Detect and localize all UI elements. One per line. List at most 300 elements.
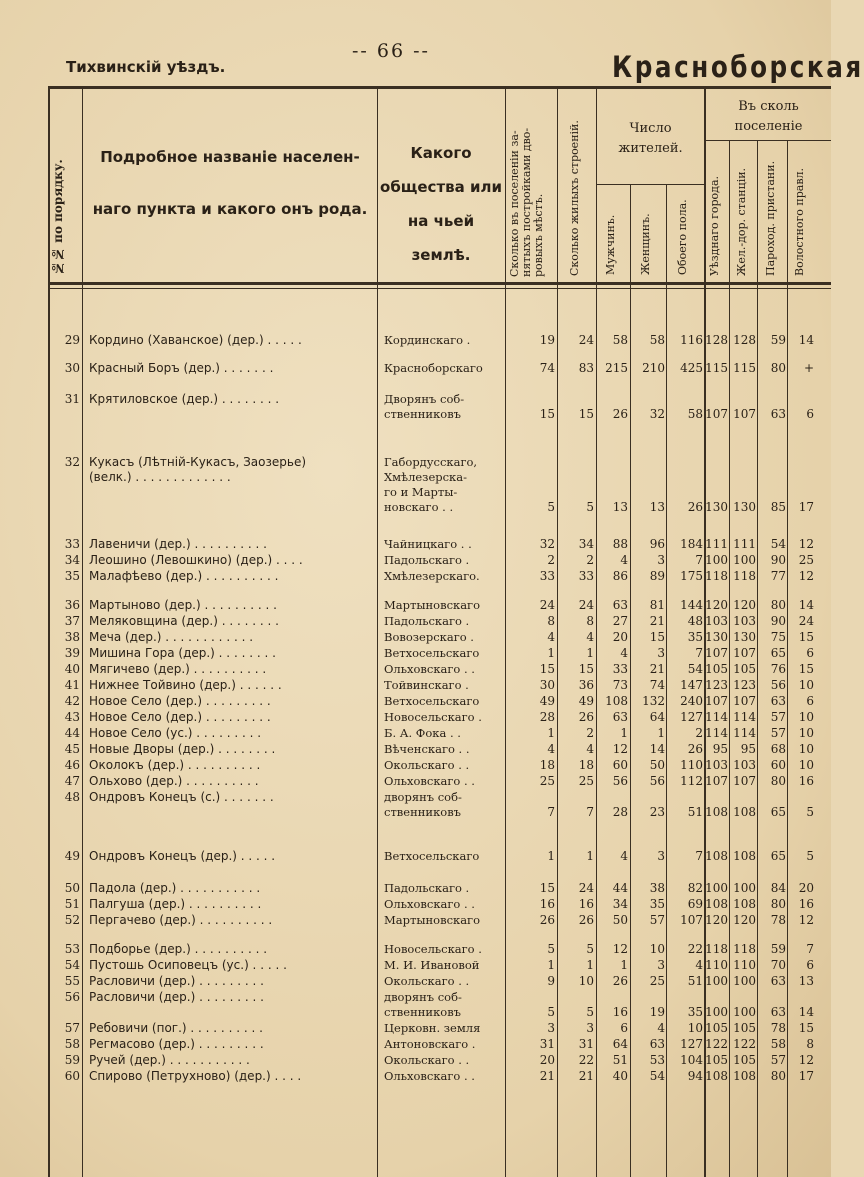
value-c7: 107 [733, 774, 756, 788]
col-header-name-line2: наго пункта и какого онъ рода. [92, 200, 368, 218]
value-c8: 78 [770, 1021, 786, 1035]
value-c4: 57 [649, 913, 665, 927]
place-name: Регмасово (дер.) . . . . . . . . . [89, 1037, 264, 1051]
society-name: Кординскаго . [384, 333, 471, 347]
society-name: Б. А. Фока . . [384, 726, 461, 740]
value-c5: 175 [680, 569, 703, 583]
value-c9: 14 [798, 598, 814, 612]
value-c9: 12 [798, 537, 814, 551]
value-c5: 112 [680, 774, 703, 788]
row-number: 32 [64, 455, 80, 469]
value-c3: 4 [620, 849, 628, 863]
value-c3: 33 [612, 662, 628, 676]
value-c7: 130 [733, 630, 756, 644]
value-c3: 86 [612, 569, 628, 583]
row-number: 54 [64, 958, 80, 972]
value-c3: 56 [612, 774, 628, 788]
header-bottom-border [48, 282, 831, 285]
value-c2: 4 [586, 630, 594, 644]
value-c5: 147 [680, 678, 703, 692]
value-c2: 83 [578, 361, 594, 375]
row-number: 49 [64, 849, 80, 863]
value-c8: 59 [770, 333, 786, 347]
value-c1: 15 [539, 881, 555, 895]
value-c6: 108 [705, 805, 728, 819]
col-line-6 [630, 184, 631, 1177]
value-c8: 65 [770, 805, 786, 819]
value-c3: 20 [612, 630, 628, 644]
value-c9: 10 [798, 742, 814, 756]
value-c9: 12 [798, 1053, 814, 1067]
value-c2: 24 [578, 333, 594, 347]
place-name: Кордино (Хаванское) (дер.) . . . . . [89, 333, 302, 347]
value-c7: 103 [733, 614, 756, 628]
society-name: Ветхосельскаго [384, 646, 480, 660]
value-c5: 54 [687, 662, 703, 676]
place-name: Кукасъ (Лѣтній-Кукасъ, Заозерье) [89, 455, 307, 469]
value-c9: 6 [806, 407, 814, 421]
society-name: новскаго . . [384, 500, 454, 514]
value-c4: 63 [649, 1037, 665, 1051]
value-c4: 81 [649, 598, 665, 612]
value-c2: 1 [586, 646, 594, 660]
value-c5: 425 [680, 361, 703, 375]
value-c8: 77 [770, 569, 786, 583]
value-c9: 8 [806, 1037, 814, 1051]
value-c6: 100 [705, 553, 728, 567]
value-c8: 78 [770, 913, 786, 927]
value-c5: 116 [680, 333, 703, 347]
page-number: -- 66 -- [352, 40, 430, 62]
place-name: Палгуша (дер.) . . . . . . . . . . [89, 897, 262, 911]
value-c5: 51 [687, 974, 703, 988]
value-c3: 4 [620, 646, 628, 660]
value-c2: 10 [578, 974, 594, 988]
place-name: Меча (дер.) . . . . . . . . . . . . [89, 630, 254, 644]
value-c6: 107 [705, 774, 728, 788]
value-c1: 8 [547, 614, 555, 628]
place-name: Нижнее Тойвино (дер.) . . . . . . [89, 678, 282, 692]
value-c6: 120 [705, 913, 728, 927]
value-c3: 40 [612, 1069, 628, 1083]
col-header-both: Обоего пола. [676, 199, 689, 275]
value-c9: 17 [798, 1069, 814, 1083]
society-name: Ольховскаго . . [384, 774, 475, 788]
table-top-border [48, 86, 831, 89]
value-c1: 4 [547, 630, 555, 644]
value-c5: 110 [680, 758, 703, 772]
value-c6: 123 [705, 678, 728, 692]
value-c5: 2 [695, 726, 703, 740]
row-number: 31 [64, 392, 80, 406]
value-c8: 57 [770, 710, 786, 724]
value-c8: 63 [770, 1005, 786, 1019]
value-c3: 60 [612, 758, 628, 772]
value-c5: 51 [687, 805, 703, 819]
value-c3: 12 [612, 742, 628, 756]
value-c5: 7 [695, 553, 703, 567]
value-c8: 84 [770, 881, 786, 895]
value-c4: 74 [649, 678, 665, 692]
society-name: Вѣченскаго . . [384, 742, 470, 756]
row-number: 39 [64, 646, 80, 660]
place-name: Мишина Гора (дер.) . . . . . . . . [89, 646, 276, 660]
value-c7: 108 [733, 805, 756, 819]
value-c8: 65 [770, 849, 786, 863]
value-c2: 34 [578, 537, 594, 551]
value-c1: 30 [539, 678, 555, 692]
value-c1: 5 [547, 942, 555, 956]
place-name: Красный Боръ (дер.) . . . . . . . [89, 361, 274, 375]
value-c9: 6 [806, 694, 814, 708]
value-c9: 12 [798, 913, 814, 927]
value-c3: 73 [612, 678, 628, 692]
value-c5: 127 [680, 1037, 703, 1051]
value-c7: 105 [733, 662, 756, 676]
value-c5: 35 [687, 1005, 703, 1019]
society-name: ственниковъ [384, 1005, 461, 1019]
place-name: Малафѣево (дер.) . . . . . . . . . . [89, 569, 279, 583]
value-c1: 18 [539, 758, 555, 772]
value-c6: 107 [705, 694, 728, 708]
value-c9: 25 [798, 553, 814, 567]
society-name: Ветхосельскаго [384, 694, 480, 708]
value-c1: 16 [539, 897, 555, 911]
value-c8: 54 [770, 537, 786, 551]
col-header-distance-line1: Въ сколь [738, 99, 799, 114]
value-c9: + [803, 361, 814, 375]
row-number: 59 [64, 1053, 80, 1067]
value-c2: 5 [586, 942, 594, 956]
col-header-distance-line2: поселеніе [734, 119, 803, 134]
value-c7: 100 [733, 881, 756, 895]
value-c3: 215 [605, 361, 628, 375]
col-line-1 [82, 86, 83, 1177]
value-c9: 16 [798, 774, 814, 788]
value-c7: 123 [733, 678, 756, 692]
value-c6: 100 [705, 974, 728, 988]
value-c6: 114 [705, 726, 728, 740]
value-c1: 26 [539, 913, 555, 927]
value-c2: 26 [578, 710, 594, 724]
value-c2: 5 [586, 1005, 594, 1019]
place-name: Новое Село (дер.) . . . . . . . . . [89, 694, 271, 708]
value-c4: 21 [649, 614, 665, 628]
value-c6: 105 [705, 1021, 728, 1035]
society-name: Красноборскаго [384, 361, 483, 375]
value-c3: 63 [612, 598, 628, 612]
value-c5: 94 [687, 1069, 703, 1083]
value-c6: 105 [705, 1053, 728, 1067]
value-c2: 4 [586, 742, 594, 756]
value-c8: 90 [770, 614, 786, 628]
value-c7: 108 [733, 1069, 756, 1083]
value-c3: 26 [612, 974, 628, 988]
place-name: Ручей (дер.) . . . . . . . . . . . [89, 1053, 250, 1067]
value-c1: 3 [547, 1021, 555, 1035]
value-c8: 63 [770, 694, 786, 708]
value-c4: 32 [649, 407, 665, 421]
society-name: Тойвинскаго . [384, 678, 469, 692]
society-name: Ольховскаго . . [384, 662, 475, 676]
society-name: Падольскаго . [384, 553, 470, 567]
place-name: Мягичево (дер.) . . . . . . . . . . [89, 662, 267, 676]
society-name: ственниковъ [384, 407, 461, 421]
value-c7: 103 [733, 758, 756, 772]
value-c4: 35 [649, 897, 665, 911]
value-c8: 63 [770, 974, 786, 988]
value-c8: 68 [770, 742, 786, 756]
col-header-pier: Пароход. пристани. [764, 160, 777, 276]
row-number: 56 [64, 990, 80, 1004]
value-c2: 15 [578, 407, 594, 421]
row-number: 55 [64, 974, 80, 988]
col-header-buildings: Сколько жилыхъ строеній. [568, 120, 581, 276]
row-number: 29 [64, 333, 80, 347]
society-name: Окольскаго . . [384, 1053, 470, 1067]
value-c9: 6 [806, 646, 814, 660]
society-name: Хмѣлезерска- [384, 470, 467, 484]
value-c9: 10 [798, 726, 814, 740]
value-c1: 1 [547, 646, 555, 660]
value-c3: 88 [612, 537, 628, 551]
value-c9: 14 [798, 333, 814, 347]
value-c8: 75 [770, 630, 786, 644]
value-c9: 5 [806, 849, 814, 863]
value-c8: 60 [770, 758, 786, 772]
value-c3: 12 [612, 942, 628, 956]
value-c2: 33 [578, 569, 594, 583]
row-number: 34 [64, 553, 80, 567]
society-name: дворянъ соб- [384, 990, 462, 1004]
col-header-yards: Сколько въ поселеніи за- нятыхъ постройками дво- ровыхъ мѣстъ. [508, 127, 545, 277]
society-name: Ольховскаго . . [384, 897, 475, 911]
value-c5: 48 [687, 614, 703, 628]
value-c9: 12 [798, 569, 814, 583]
inhabitants-subheader-line [596, 184, 704, 185]
value-c2: 8 [586, 614, 594, 628]
value-c7: 107 [733, 407, 756, 421]
place-name: Ондровъ Конецъ (с.) . . . . . . . [89, 790, 274, 804]
value-c6: 122 [705, 1037, 728, 1051]
row-number: 44 [64, 726, 80, 740]
col-header-volost: Волостного правл. [793, 167, 806, 276]
society-name: Ольховскаго . . [384, 1069, 475, 1083]
value-c4: 23 [649, 805, 665, 819]
col-line-3 [505, 86, 506, 1177]
place-name-cont: (велк.) . . . . . . . . . . . . . [89, 470, 231, 484]
value-c4: 132 [642, 694, 665, 708]
col-header-society-line3: на чьей землѣ. [407, 212, 475, 264]
value-c4: 210 [642, 361, 665, 375]
col-header-women: Женщинъ. [639, 213, 652, 275]
row-number: 33 [64, 537, 80, 551]
place-name: Ольхово (дер.) . . . . . . . . . . [89, 774, 259, 788]
value-c9: 10 [798, 710, 814, 724]
value-c4: 1 [657, 726, 665, 740]
value-c9: 15 [798, 662, 814, 676]
value-c7: 105 [733, 1021, 756, 1035]
value-c9: 5 [806, 805, 814, 819]
volost-title: Красноборская [612, 50, 864, 84]
value-c8: 57 [770, 1053, 786, 1067]
value-c4: 56 [649, 774, 665, 788]
place-name: Ондровъ Конецъ (дер.) . . . . . [89, 849, 276, 863]
value-c3: 34 [612, 897, 628, 911]
place-name: Новые Дворы (дер.) . . . . . . . . [89, 742, 276, 756]
value-c3: 63 [612, 710, 628, 724]
value-c1: 32 [539, 537, 555, 551]
value-c8: 65 [770, 646, 786, 660]
value-c7: 100 [733, 1005, 756, 1019]
value-c4: 53 [649, 1053, 665, 1067]
row-number: 40 [64, 662, 80, 676]
value-c5: 7 [695, 849, 703, 863]
value-c7: 128 [733, 333, 756, 347]
value-c2: 1 [586, 958, 594, 972]
place-name: Пергачево (дер.) . . . . . . . . . . [89, 913, 273, 927]
value-c9: 16 [798, 897, 814, 911]
row-number: 53 [64, 942, 80, 956]
value-c1: 7 [547, 805, 555, 819]
value-c2: 7 [586, 805, 594, 819]
place-name: Спирово (Петрухново) (дер.) . . . . [89, 1069, 302, 1083]
value-c7: 114 [733, 710, 756, 724]
society-name: Габордусскаго, [384, 455, 478, 469]
value-c4: 13 [649, 500, 665, 514]
value-c9: 24 [798, 614, 814, 628]
value-c5: 22 [687, 942, 703, 956]
value-c1: 20 [539, 1053, 555, 1067]
value-c8: 80 [770, 598, 786, 612]
value-c5: 144 [680, 598, 703, 612]
value-c5: 4 [695, 958, 703, 972]
society-name: Чайницкаго . . [384, 537, 472, 551]
value-c4: 58 [649, 333, 665, 347]
value-c5: 107 [680, 913, 703, 927]
value-c8: 76 [770, 662, 786, 676]
value-c1: 28 [539, 710, 555, 724]
value-c6: 110 [705, 958, 728, 972]
value-c4: 89 [649, 569, 665, 583]
value-c7: 118 [733, 942, 756, 956]
value-c2: 1 [586, 849, 594, 863]
value-c6: 108 [705, 1069, 728, 1083]
value-c6: 115 [705, 361, 728, 375]
place-name: Пустошь Осиповецъ (ус.) . . . . . [89, 958, 287, 972]
value-c6: 108 [705, 849, 728, 863]
value-c2: 15 [578, 662, 594, 676]
value-c5: 82 [687, 881, 703, 895]
value-c7: 100 [733, 553, 756, 567]
value-c4: 3 [657, 646, 665, 660]
value-c6: 95 [712, 742, 728, 756]
value-c7: 115 [733, 361, 756, 375]
value-c5: 127 [680, 710, 703, 724]
row-number: 60 [64, 1069, 80, 1083]
value-c7: 95 [740, 742, 756, 756]
row-number: 38 [64, 630, 80, 644]
value-c3: 58 [612, 333, 628, 347]
row-number: 36 [64, 598, 80, 612]
value-c3: 27 [612, 614, 628, 628]
value-c4: 25 [649, 974, 665, 988]
value-c6: 108 [705, 897, 728, 911]
value-c9: 15 [798, 630, 814, 644]
place-name: Расловичи (дер.) . . . . . . . . . [89, 974, 264, 988]
value-c6: 107 [705, 407, 728, 421]
value-c6: 107 [705, 646, 728, 660]
place-name: Мартыново (дер.) . . . . . . . . . . [89, 598, 277, 612]
value-c7: 120 [733, 913, 756, 927]
value-c2: 49 [578, 694, 594, 708]
value-c1: 24 [539, 598, 555, 612]
value-c9: 13 [798, 974, 814, 988]
value-c1: 5 [547, 500, 555, 514]
value-c5: 69 [687, 897, 703, 911]
value-c5: 7 [695, 646, 703, 660]
society-name: Ветхосельскаго [384, 849, 480, 863]
value-c7: 107 [733, 646, 756, 660]
value-c8: 58 [770, 1037, 786, 1051]
value-c4: 3 [657, 849, 665, 863]
distance-subheader-line [704, 140, 831, 141]
value-c8: 80 [770, 774, 786, 788]
value-c8: 70 [770, 958, 786, 972]
society-name: Окольскаго . . [384, 758, 470, 772]
society-name: Мартыновскаго [384, 913, 481, 927]
value-c9: 17 [798, 500, 814, 514]
place-name: Падола (дер.) . . . . . . . . . . . [89, 881, 261, 895]
value-c2: 36 [578, 678, 594, 692]
value-c1: 1 [547, 726, 555, 740]
value-c4: 54 [649, 1069, 665, 1083]
value-c1: 5 [547, 1005, 555, 1019]
row-number: 57 [64, 1021, 80, 1035]
value-c3: 26 [612, 407, 628, 421]
value-c5: 184 [680, 537, 703, 551]
value-c9: 10 [798, 758, 814, 772]
value-c9: 14 [798, 1005, 814, 1019]
value-c3: 6 [620, 1021, 628, 1035]
value-c1: 74 [539, 361, 555, 375]
value-c1: 25 [539, 774, 555, 788]
value-c8: 57 [770, 726, 786, 740]
place-name: Крятиловское (дер.) . . . . . . . . [89, 392, 280, 406]
society-name: Церковн. земля [384, 1021, 481, 1035]
value-c5: 104 [680, 1053, 703, 1067]
society-name: Хмѣлезерскаго. [384, 569, 480, 583]
value-c6: 120 [705, 598, 728, 612]
value-c8: 80 [770, 1069, 786, 1083]
district-title: Тихвинскій уѣздъ. [66, 58, 226, 76]
value-c4: 96 [649, 537, 665, 551]
society-name: Антоновскаго . [384, 1037, 476, 1051]
value-c5: 240 [680, 694, 703, 708]
value-c9: 6 [806, 958, 814, 972]
value-c6: 103 [705, 758, 728, 772]
value-c7: 114 [733, 726, 756, 740]
value-c8: 63 [770, 407, 786, 421]
value-c7: 108 [733, 849, 756, 863]
place-name: Новое Село (ус.) . . . . . . . . . [89, 726, 262, 740]
row-number: 47 [64, 774, 80, 788]
value-c2: 22 [578, 1053, 594, 1067]
society-name: Новосельскаго . [384, 710, 482, 724]
value-c5: 58 [687, 407, 703, 421]
society-name: Вовозерскаго . [384, 630, 474, 644]
value-c7: 120 [733, 598, 756, 612]
